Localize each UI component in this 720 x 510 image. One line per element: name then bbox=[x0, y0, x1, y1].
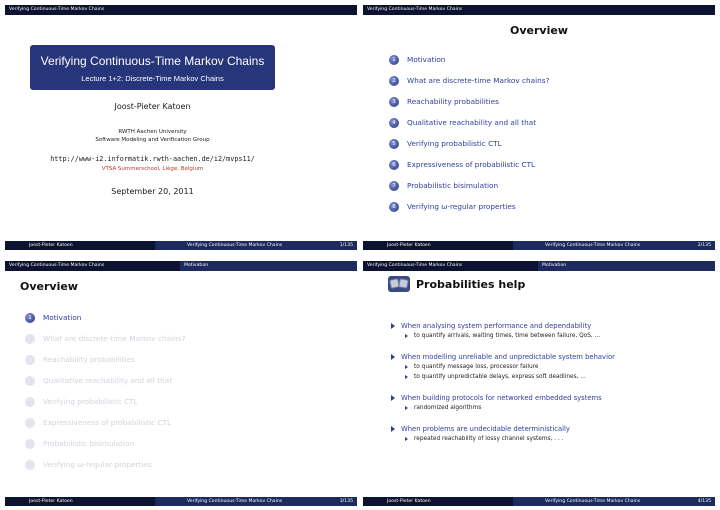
header-section bbox=[538, 5, 715, 15]
school-name: VTSA Summerschool, Liège, Belgium bbox=[101, 166, 204, 172]
footer-course: Verifying Continuous-Time Markov Chains bbox=[187, 499, 283, 504]
header-section: Motivation bbox=[538, 261, 715, 271]
triangle-bullet-icon bbox=[391, 323, 395, 329]
overview-list bbox=[25, 307, 185, 475]
overview-item-label: Probabilistic bisimulation bbox=[43, 439, 135, 448]
affiliation-group: Software Modeling and Verification Group bbox=[95, 137, 210, 143]
number-badge: 5 bbox=[25, 397, 35, 407]
overview-item-label: Qualitative reachability and all that bbox=[407, 118, 537, 127]
footer-author: Joost-Pieter Katoen bbox=[363, 497, 513, 506]
number-badge: 4 bbox=[25, 376, 35, 386]
sub-bullet-text: to quantify message loss, processor failure bbox=[414, 364, 539, 370]
overview-item[interactable] bbox=[25, 391, 185, 412]
triangle-bullet-icon bbox=[391, 426, 395, 432]
sub-bullet-text: randomized algorithms bbox=[414, 405, 482, 411]
number-badge: 6 bbox=[25, 418, 35, 428]
title-block bbox=[30, 45, 275, 90]
overview-item-label: Reachability probabilities bbox=[407, 97, 499, 106]
slide-footer bbox=[5, 497, 357, 506]
number-badge: 1 bbox=[25, 313, 35, 323]
header-course-title: Verifying Continuous-Time Markov Chains bbox=[363, 5, 538, 15]
footer-author: Joost-Pieter Katoen bbox=[5, 497, 155, 506]
footer-course: Verifying Continuous-Time Markov Chains bbox=[545, 499, 641, 504]
slide-title-text: Probabilities help bbox=[416, 277, 526, 291]
overview-item-label: Expressiveness of probabilistic CTL bbox=[407, 160, 536, 169]
overview-item[interactable] bbox=[389, 49, 549, 70]
overview-item-label: Verifying probabilistic CTL bbox=[43, 397, 138, 406]
overview-item-label: Qualitative reachability and all that bbox=[43, 376, 173, 385]
bullet-text: When modelling unreliable and unpredictable system behavior bbox=[401, 353, 615, 361]
slide-header bbox=[363, 5, 715, 15]
bullet-item bbox=[391, 424, 701, 444]
sub-bullet-text: repeated reachability of lossy channel systems, . . . bbox=[414, 436, 564, 442]
triangle-bullet-icon bbox=[405, 334, 408, 338]
overview-item-label: Verifying ω-regular properties bbox=[407, 202, 516, 211]
overview-item[interactable] bbox=[389, 112, 549, 133]
footer-page-number: 2/135 bbox=[697, 243, 711, 248]
overview-item[interactable] bbox=[389, 196, 549, 217]
sub-bullet-text: to quantify unpredictable delays, express soft deadlines, ... bbox=[414, 374, 586, 380]
overview-item-label: Verifying ω-regular properties bbox=[43, 460, 152, 469]
bullet-list bbox=[391, 321, 701, 455]
footer-course: Verifying Continuous-Time Markov Chains bbox=[545, 243, 641, 248]
slide-footer bbox=[5, 241, 357, 250]
bullet-text: When problems are undecidable deterministically bbox=[401, 425, 570, 433]
slide-title bbox=[388, 276, 525, 292]
bullet-text: When building protocols for networked embedded systems bbox=[401, 394, 602, 402]
overview-item[interactable] bbox=[25, 349, 185, 370]
overview-item[interactable] bbox=[25, 433, 185, 454]
footer-page-number: 4/135 bbox=[697, 499, 711, 504]
number-badge: 5 bbox=[389, 139, 399, 149]
slide-header bbox=[363, 261, 715, 271]
footer-page-number: 1/135 bbox=[339, 243, 353, 248]
number-badge: 2 bbox=[25, 334, 35, 344]
course-url[interactable]: http://www-i2.informatik.rwth-aachen.de/i2/mvps11/ bbox=[50, 155, 255, 163]
bullet-item bbox=[391, 321, 701, 341]
slide-header bbox=[5, 261, 357, 271]
footer-author: Joost-Pieter Katoen bbox=[5, 241, 155, 250]
triangle-bullet-icon bbox=[391, 395, 395, 401]
bullet-item bbox=[391, 352, 701, 382]
slide-header bbox=[5, 5, 357, 15]
triangle-bullet-icon bbox=[405, 406, 408, 410]
header-section: Motivation bbox=[180, 261, 357, 271]
lecture-title: Verifying Continuous-Time Markov Chains bbox=[40, 54, 265, 68]
number-badge: 1 bbox=[389, 55, 399, 65]
overview-item[interactable] bbox=[389, 154, 549, 175]
overview-item[interactable] bbox=[389, 70, 549, 91]
slide-1 bbox=[5, 5, 357, 250]
lecture-date: September 20, 2011 bbox=[111, 187, 194, 196]
overview-item-label: Expressiveness of probabilistic CTL bbox=[43, 418, 172, 427]
number-badge: 8 bbox=[25, 460, 35, 470]
overview-item-label: Motivation bbox=[407, 55, 446, 64]
overview-item[interactable] bbox=[25, 328, 185, 349]
header-course-title: Verifying Continuous-Time Markov Chains bbox=[5, 261, 180, 271]
number-badge: 4 bbox=[389, 118, 399, 128]
overview-list bbox=[389, 49, 549, 217]
number-badge: 2 bbox=[389, 76, 399, 86]
lecture-subtitle: Lecture 1+2: Discrete-Time Markov Chains bbox=[81, 74, 224, 83]
number-badge: 8 bbox=[389, 202, 399, 212]
overview-item-label: Verifying probabilistic CTL bbox=[407, 139, 502, 148]
slide-footer bbox=[363, 497, 715, 506]
overview-item-label: Reachability probabilities bbox=[43, 355, 135, 364]
overview-item-active[interactable] bbox=[25, 307, 185, 328]
slide-3 bbox=[5, 261, 357, 506]
header-course-title: Verifying Continuous-Time Markov Chains bbox=[363, 261, 538, 271]
overview-item-label: Motivation bbox=[43, 313, 82, 322]
number-badge: 6 bbox=[389, 160, 399, 170]
slide-2 bbox=[363, 5, 715, 250]
overview-item-label: What are discrete-time Markov chains? bbox=[407, 76, 550, 85]
overview-item[interactable] bbox=[389, 133, 549, 154]
triangle-bullet-icon bbox=[391, 354, 395, 360]
sub-bullet-text: to quantify arrivals, waiting times, time between failure, QoS, ... bbox=[414, 333, 601, 339]
overview-item-label: What are discrete-time Markov chains? bbox=[43, 334, 186, 343]
number-badge: 3 bbox=[389, 97, 399, 107]
triangle-bullet-icon bbox=[405, 365, 408, 369]
slide-footer bbox=[363, 241, 715, 250]
bullet-text: When analysing system performance and dependability bbox=[401, 322, 592, 330]
footer-course: Verifying Continuous-Time Markov Chains bbox=[187, 243, 283, 248]
affiliation-university: RWTH Aachen University bbox=[118, 129, 187, 135]
triangle-bullet-icon bbox=[405, 437, 408, 441]
overview-item[interactable] bbox=[389, 175, 549, 196]
slide-4 bbox=[363, 261, 715, 506]
overview-item[interactable] bbox=[25, 454, 185, 475]
overview-title: Overview bbox=[510, 24, 568, 37]
overview-item[interactable] bbox=[25, 370, 185, 391]
number-badge: 3 bbox=[25, 355, 35, 365]
overview-item[interactable] bbox=[389, 91, 549, 112]
dice-icon bbox=[388, 276, 410, 292]
footer-author: Joost-Pieter Katoen bbox=[363, 241, 513, 250]
overview-item-label: Probabilistic bisimulation bbox=[407, 181, 499, 190]
triangle-bullet-icon bbox=[405, 375, 408, 379]
author-name: Joost-Pieter Katoen bbox=[114, 102, 191, 111]
footer-page-number: 3/135 bbox=[339, 499, 353, 504]
header-course-title: Verifying Continuous-Time Markov Chains bbox=[5, 5, 180, 15]
bullet-item bbox=[391, 393, 701, 413]
overview-item[interactable] bbox=[25, 412, 185, 433]
overview-title: Overview bbox=[20, 280, 78, 293]
number-badge: 7 bbox=[25, 439, 35, 449]
header-section bbox=[180, 5, 357, 15]
number-badge: 7 bbox=[389, 181, 399, 191]
